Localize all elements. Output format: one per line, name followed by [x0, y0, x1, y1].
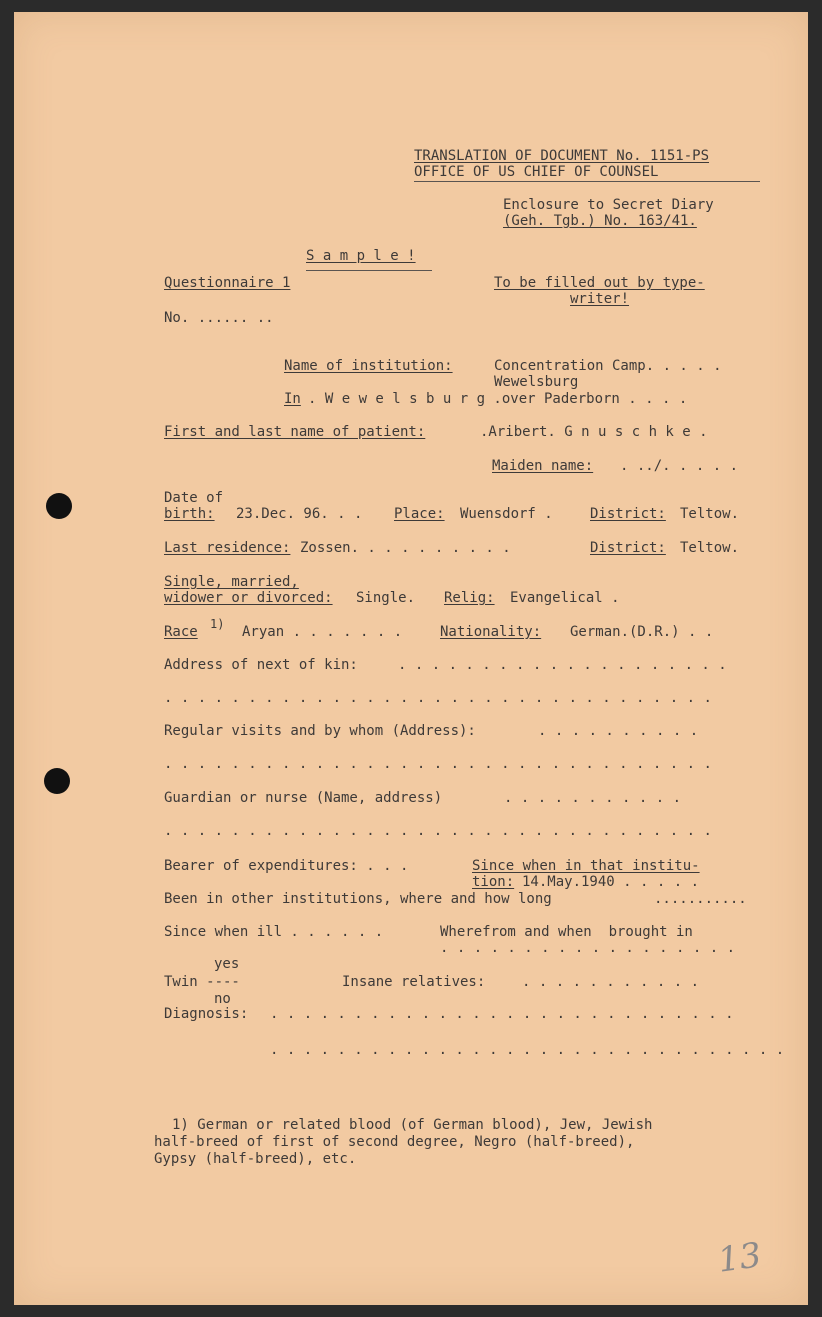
- maiden-name-value: . ../. . . . .: [620, 458, 739, 474]
- birth-place-value: Wuensdorf .: [460, 506, 553, 522]
- other-institutions-dots: ...........: [654, 891, 747, 907]
- residence-value: Zossen. . . . . . . . . .: [300, 540, 511, 556]
- since-when-value: 14.May.1940 . . . . .: [522, 874, 700, 890]
- enclosure-line-1: Enclosure to Secret Diary: [503, 197, 714, 213]
- marital-label-line-1: Single, married,: [164, 574, 299, 590]
- since-when-label-line-1: Since when in that institu-: [472, 858, 700, 874]
- birth-district-value: Teltow.: [680, 506, 740, 522]
- typewriter-note-line-2: writer!: [570, 291, 630, 307]
- guardian-dots: . . . . . . . . . . .: [504, 790, 682, 806]
- religion-label: Relig:: [444, 590, 495, 606]
- enclosure-line-2: (Geh. Tgb.) No. 163/41.: [503, 213, 697, 229]
- footnote-line-3: Gypsy (half-breed), etc.: [154, 1151, 357, 1167]
- residence-label: Last residence:: [164, 540, 291, 556]
- patient-name-value: .Aribert. G n u s c h k e .: [480, 424, 708, 440]
- institution-value-2: Wewelsburg: [494, 374, 579, 390]
- punch-hole-bottom: [44, 768, 70, 794]
- diagnosis-dots-2: . . . . . . . . . . . . . . . . . . . . . . . . . . . . . . .: [270, 1042, 785, 1058]
- birth-district-label: District:: [590, 506, 666, 522]
- visits-dots-2: . . . . . . . . . . . . . . . . . . . . . . . . . . . . . . . . .: [164, 756, 712, 772]
- guardian-dots-2: . . . . . . . . . . . . . . . . . . . . . . . . . . . . . . . . .: [164, 823, 712, 839]
- religion-value: Evangelical .: [510, 590, 620, 606]
- maiden-name-label: Maiden name:: [492, 458, 594, 474]
- header-rule: [414, 181, 760, 182]
- next-of-kin-dots-2: . . . . . . . . . . . . . . . . . . . . . . . . . . . . . . . . .: [164, 690, 712, 706]
- twin-no: no: [214, 991, 231, 1007]
- institution-in-value: . W e w e l s b u r g .over Paderborn . . . .: [308, 391, 688, 407]
- institution-value: Concentration Camp. . . . .: [494, 358, 722, 374]
- since-ill-label: Since when ill . . . . . .: [164, 924, 384, 940]
- nationality-value: German.(D.R.) . .: [570, 624, 714, 640]
- race-value: Aryan . . . . . . .: [242, 624, 403, 640]
- questionnaire-label: Questionnaire 1: [164, 275, 291, 291]
- birth-place-label: Place:: [394, 506, 445, 522]
- insane-relatives-dots: . . . . . . . . . . .: [522, 974, 700, 990]
- next-of-kin-label: Address of next of kin:: [164, 657, 358, 673]
- diagnosis-dots: . . . . . . . . . . . . . . . . . . . . . . . . . . . .: [270, 1006, 734, 1022]
- number-line: No. ...... ..: [164, 310, 274, 326]
- next-of-kin-dots: . . . . . . . . . . . . . . . . . . . .: [398, 657, 727, 673]
- twin-label: Twin ----: [164, 974, 240, 990]
- header-translation-line: TRANSLATION OF DOCUMENT No. 1151-PS: [414, 148, 710, 164]
- wherefrom-label: Wherefrom and when brought in: [440, 924, 693, 940]
- residence-district-value: Teltow.: [680, 540, 740, 556]
- header-office-line: OFFICE OF US CHIEF OF COUNSEL: [414, 164, 659, 180]
- institution-label: Name of institution:: [284, 358, 453, 374]
- typewriter-note-line-1: To be filled out by type-: [494, 275, 705, 291]
- residence-district-label: District:: [590, 540, 666, 556]
- insane-relatives-label: Insane relatives:: [342, 974, 486, 990]
- nationality-label: Nationality:: [440, 624, 542, 640]
- document-page: [14, 12, 808, 1305]
- institution-in-label: In: [284, 391, 301, 407]
- twin-yes: yes: [214, 956, 240, 972]
- patient-name-label: First and last name of patient:: [164, 424, 426, 440]
- birth-label-line-2: birth:: [164, 506, 215, 522]
- birth-label-line-1: Date of: [164, 490, 224, 506]
- marital-value: Single.: [356, 590, 416, 606]
- punch-hole-top: [46, 493, 72, 519]
- handwritten-page-number: 13: [715, 1235, 764, 1281]
- visits-dots: . . . . . . . . . .: [538, 723, 699, 739]
- footnote-line-1: 1) German or related blood (of German blood), Jew, Jewish: [172, 1117, 653, 1133]
- footnote-line-2: half-breed of first of second degree, Negro (half-breed),: [154, 1134, 635, 1150]
- sample-title-rule: [306, 270, 432, 271]
- since-when-label-line-2: tion:: [472, 874, 515, 890]
- race-label: Race: [164, 624, 198, 640]
- visits-label: Regular visits and by whom (Address):: [164, 723, 476, 739]
- race-footnote-ref: 1): [210, 617, 225, 631]
- expenditures-label: Bearer of expenditures: . . .: [164, 858, 409, 874]
- marital-label-line-2: widower or divorced:: [164, 590, 333, 606]
- wherefrom-dots: . . . . . . . . . . . . . . . . . .: [440, 940, 736, 956]
- sample-title: S a m p l e !: [306, 248, 416, 264]
- birth-date-value: 23.Dec. 96. . .: [236, 506, 363, 522]
- guardian-label: Guardian or nurse (Name, address): [164, 790, 443, 806]
- diagnosis-label: Diagnosis:: [164, 1006, 249, 1022]
- other-institutions-label: Been in other institutions, where and how long: [164, 891, 552, 907]
